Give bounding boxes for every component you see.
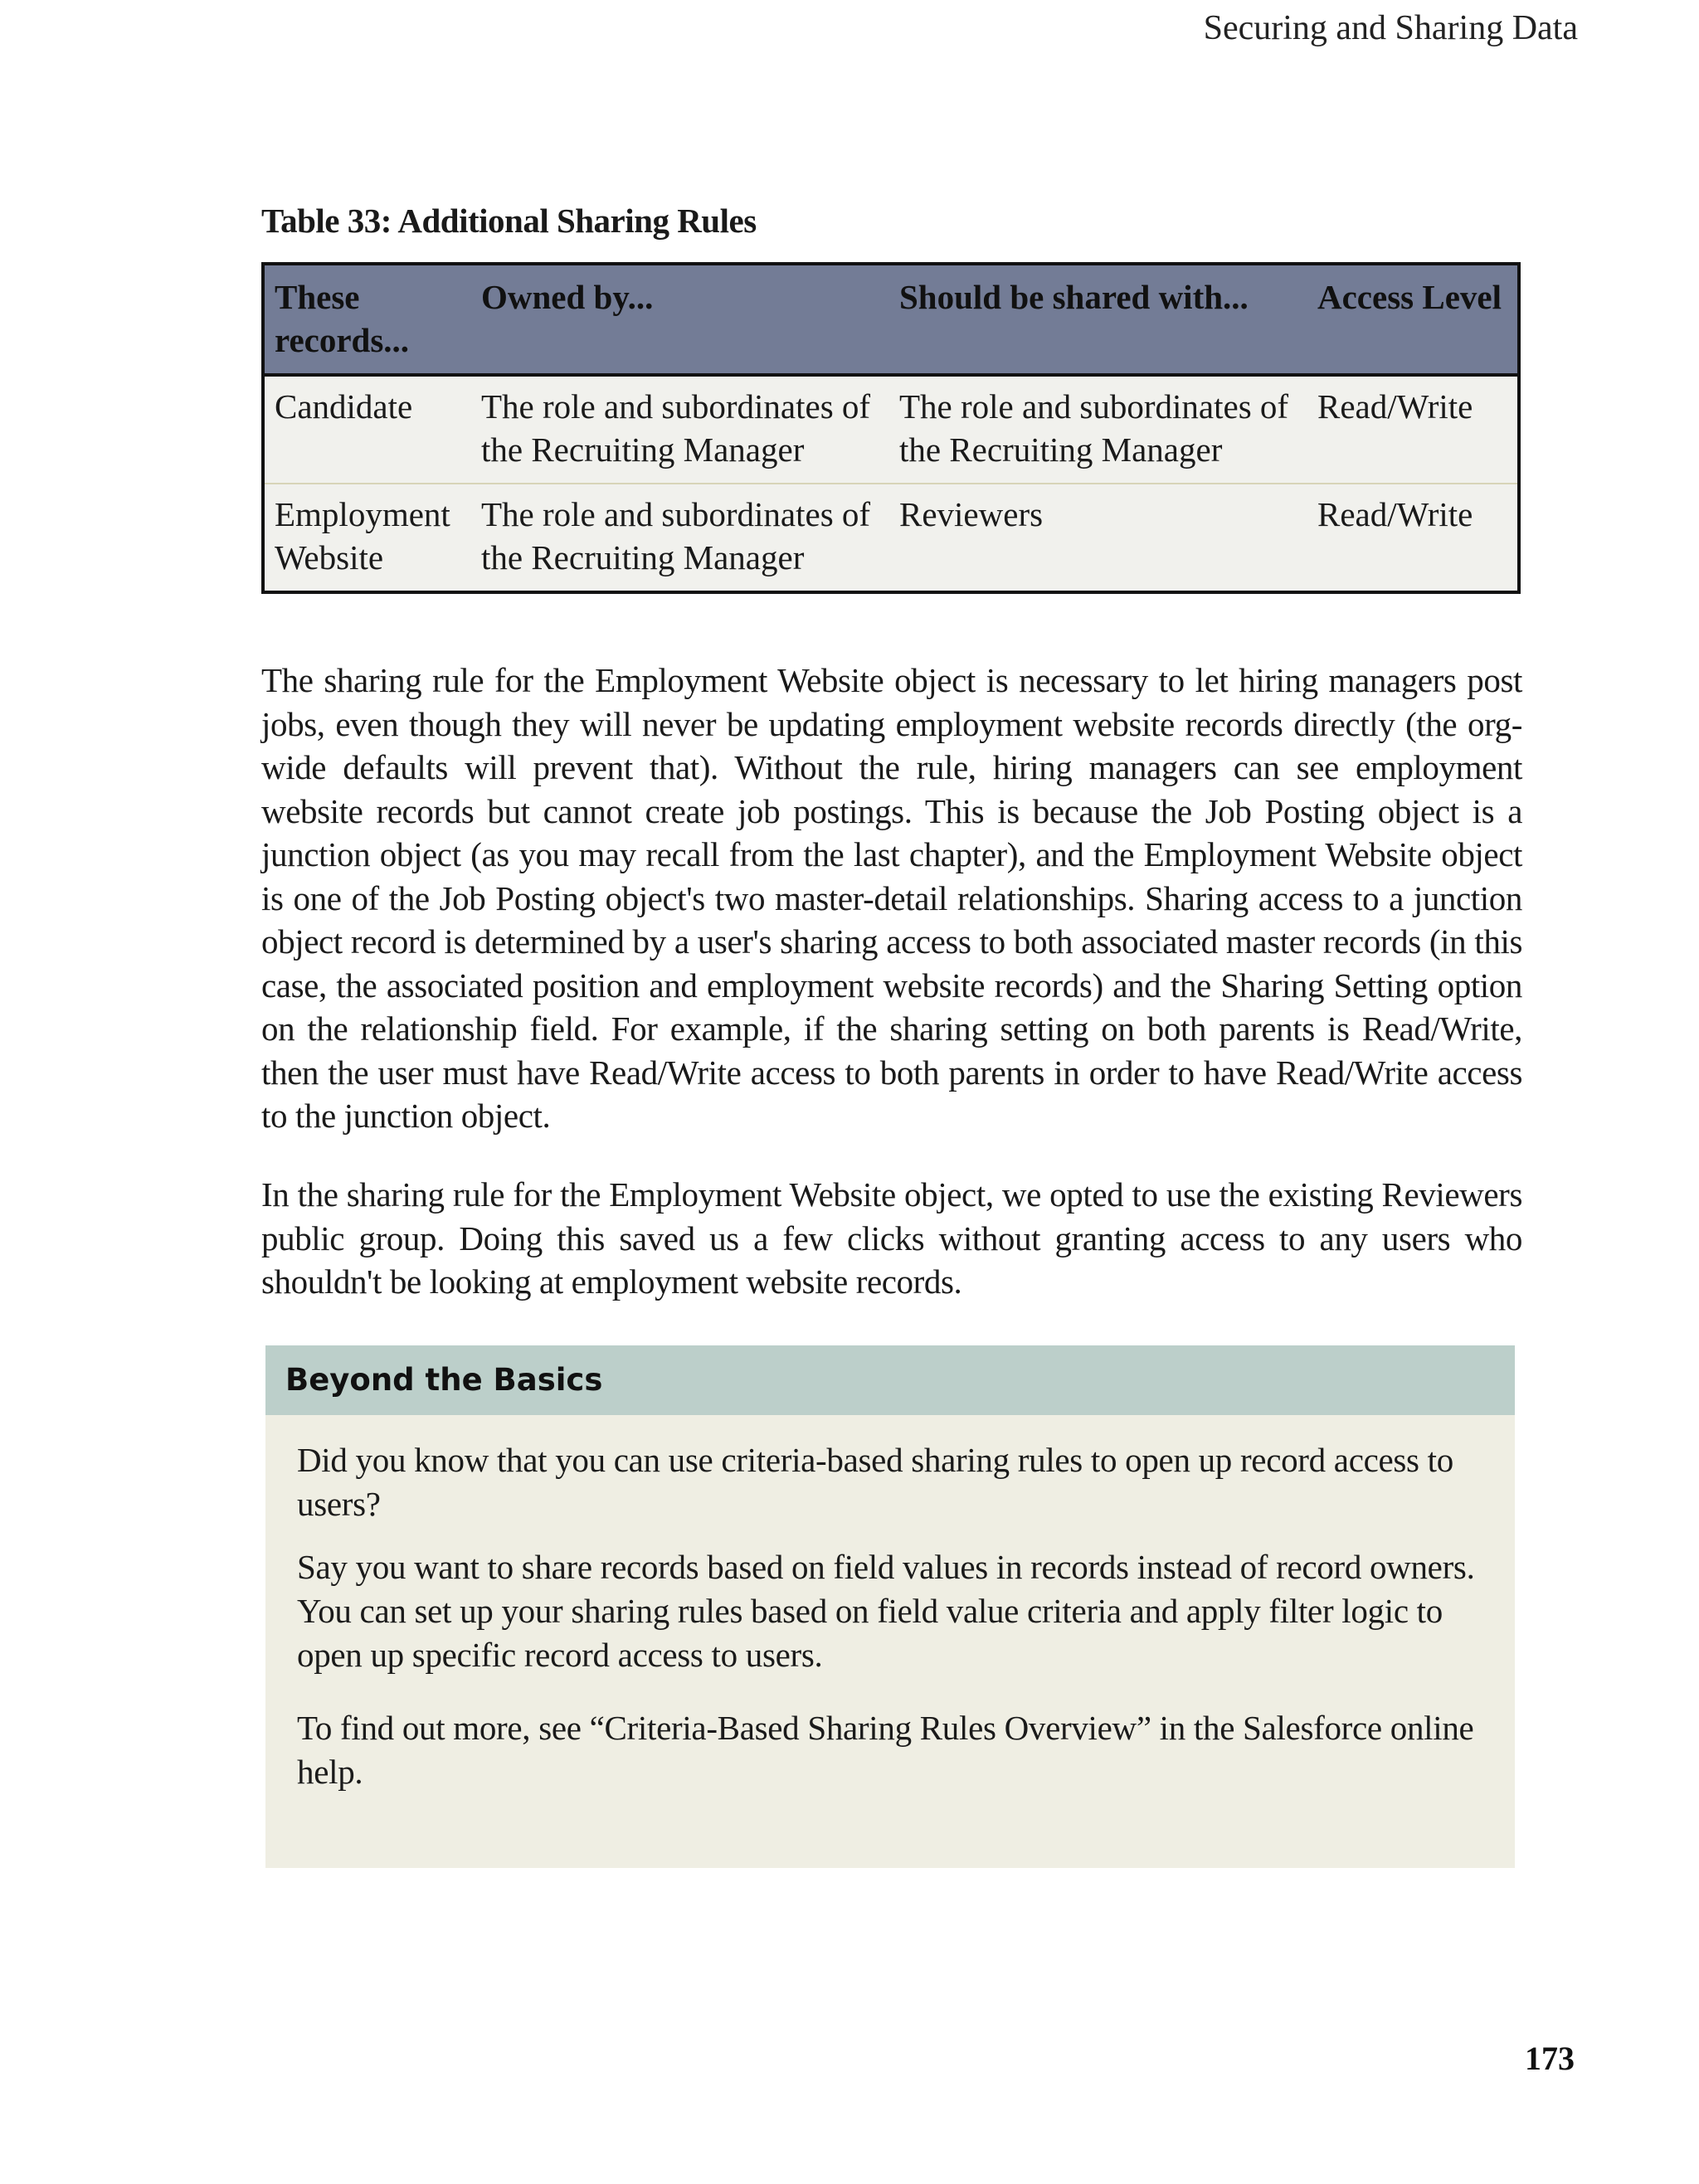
sidebar-paragraph: To find out more, see “Criteria-Based Sharing Rules Overview” in the Salesforce online help.: [297, 1709, 1474, 1791]
sidebar-paragraph: Did you know that you can use criteria-based sharing rules to open up record access to users?: [297, 1441, 1453, 1523]
table-caption: Table 33: Additional Sharing Rules: [261, 202, 757, 240]
table-row: [263, 484, 1519, 592]
column-header-access-level: Access Level: [1307, 264, 1519, 375]
table-cell-owned-by: The role and subordinates of the Recruiting Manager: [471, 375, 889, 484]
beyond-the-basics-sidebar: [265, 1345, 1515, 1868]
table-cell-owned-by: The role and subordinates of the Recruiting Manager: [471, 484, 889, 592]
column-header-shared-with: Should be shared with...: [889, 264, 1307, 375]
table-cell-access-level: Read/Write: [1307, 484, 1519, 592]
table-cell-records: Employment Website: [263, 484, 471, 592]
running-header: Securing and Sharing Data: [1203, 9, 1578, 47]
column-header-owned-by: Owned by...: [471, 264, 889, 375]
table-cell-records: Candidate: [263, 375, 471, 484]
table-row: [263, 375, 1519, 484]
table-cell-shared-with: Reviewers: [889, 484, 1307, 592]
page-number: 173: [1525, 2040, 1575, 2077]
table-cell-shared-with: The role and subordinates of the Recruiting Manager: [889, 375, 1307, 484]
body-paragraph: The sharing rule for the Employment Website object is necessary to let hiring managers post jobs, even though they will never be updating employment website records directly (the org-wide defaults will prevent that). Without the rule, hiring managers can see employment website records but cannot create job postings. This is because the Job Posting object is a junction object (as you may recall from the last chapter), and the Employment Website object is one of the Job Posting object's two master-detail relationships. Sharing access to a junction object record is determined by a user's sharing access to both associated master records (in this case, the associated position and employment website records) and the Sharing Setting option on the relationship field. For example, if the sharing setting on both parents is Read/Write, then the user must have Read/Write access to both parents in order to have Read/Write access to the junction object.: [261, 661, 1522, 1135]
table-cell-access-level: Read/Write: [1307, 375, 1519, 484]
sidebar-title: Beyond the Basics: [265, 1345, 1515, 1415]
column-header-records: These records...: [263, 264, 471, 375]
sharing-rules-table: [261, 262, 1521, 594]
table-header-row: [263, 264, 1519, 375]
body-paragraph: In the sharing rule for the Employment Website object, we opted to use the existing Reviewers public group. Doing this saved us a few clicks without granting access to any users who shouldn't be looking at employment website records.: [261, 1175, 1522, 1301]
sidebar-paragraph: Say you want to share records based on field values in records instead of record owners. You can set up your sharing rules based on field value criteria and apply filter logic to open up specific record access to users.: [297, 1548, 1475, 1674]
